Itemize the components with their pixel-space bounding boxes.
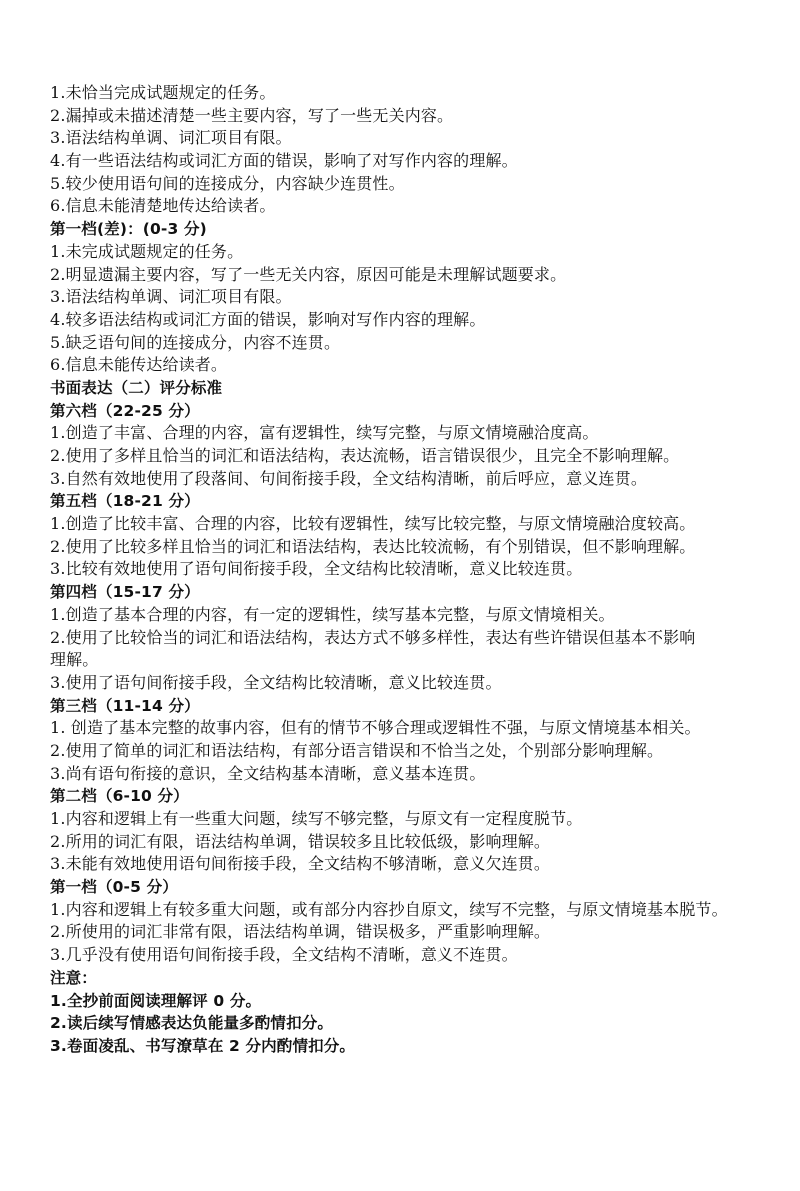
criteria-line: 4.较多语法结构或词汇方面的错误，影响对写作内容的理解。 <box>50 309 486 329</box>
criteria-line: 1.创造了丰富、合理的内容，富有逻辑性，续写完整，与原文情境融洽度高。 <box>50 423 599 443</box>
criteria-line: 3.使用了语句间衔接手段，全文结构比较清晰，意义比较连贯。 <box>50 672 502 692</box>
section-heading: 第一档(差)：(0-3 分) <box>50 220 207 239</box>
section-heading: 第一档（0-5 分） <box>50 878 178 897</box>
section-heading: 书面表达（二）评分标准 <box>50 378 223 397</box>
scoring-criteria-document <box>50 82 760 1058</box>
criteria-line: 1. 创造了基本完整的故事内容，但有的情节不够合理或逻辑性不强，与原文情境基本相关。 <box>50 718 701 738</box>
criteria-line: 2.使用了简单的词汇和语法结构，有部分语言错误和不恰当之处，个别部分影响理解。 <box>50 740 664 760</box>
section-heading: 第六档（22-25 分） <box>50 401 200 420</box>
criteria-line: 3.比较有效地使用了语句间衔接手段，全文结构比较清晰，意义比较连贯。 <box>50 559 583 579</box>
criteria-line: 1.内容和逻辑上有一些重大问题，续写不够完整，与原文有一定程度脱节。 <box>50 809 583 828</box>
criteria-line: 2.使用了多样且恰当的词汇和语法结构，表达流畅，语言错误很少，且完全不影响理解。 <box>50 446 680 465</box>
criteria-line: 2.使用了比较多样且恰当的词汇和语法结构，表达比较流畅，有个别错误，但不影响理解。 <box>50 536 696 556</box>
criteria-line: 5.缺乏语句间的连接成分，内容不连贯。 <box>50 332 341 352</box>
criteria-line: 1.内容和逻辑上有较多重大问题，或有部分内容抄自原文，续写不完整，与原文情境基本脱节。 <box>50 899 728 919</box>
section-heading: 3.卷面凌乱、书写潦草在 2 分内酌情扣分。 <box>50 1036 356 1055</box>
criteria-line: 3.语法结构单调、词汇项目有限。 <box>50 287 292 307</box>
criteria-line: 3.语法结构单调、词汇项目有限。 <box>50 128 292 148</box>
criteria-line: 3.尚有语句衔接的意识，全文结构基本清晰，意义基本连贯。 <box>50 763 486 783</box>
criteria-line: 1.创造了比较丰富、合理的内容，比较有逻辑性，续写比较完整，与原文情境融洽度较高。 <box>50 514 696 534</box>
criteria-line: 2.所用的词汇有限，语法结构单调，错误较多且比较低级，影响理解。 <box>50 831 551 851</box>
criteria-line: 1.创造了基本合理的内容，有一定的逻辑性，续写基本完整，与原文情境相关。 <box>50 604 615 624</box>
criteria-line: 2.使用了比较恰当的词汇和语法结构，表达方式不够多样性，表达有些许错误但基本不影响 <box>50 627 696 647</box>
criteria-line: 2.明显遗漏主要内容，写了一些无关内容，原因可能是未理解试题要求。 <box>50 264 567 284</box>
criteria-line: 6.信息未能传达给读者。 <box>50 355 228 375</box>
criteria-line: 1.未恰当完成试题规定的任务。 <box>50 83 276 102</box>
section-heading: 第三档（11-14 分） <box>50 696 200 715</box>
criteria-line: 5.较少使用语句间的连接成分，内容缺少连贯性。 <box>50 173 405 193</box>
criteria-line: 1.未完成试题规定的任务。 <box>50 241 244 261</box>
criteria-line: 2.漏掉或未描述清楚一些主要内容，写了一些无关内容。 <box>50 105 454 125</box>
criteria-line: 4.有一些语法结构或词汇方面的错误，影响了对写作内容的理解。 <box>50 151 518 171</box>
criteria-line: 理解。 <box>50 650 99 670</box>
section-heading: 第五档（18-21 分） <box>50 492 200 511</box>
section-heading: 第二档（6-10 分） <box>50 787 189 806</box>
section-heading: 第四档（15-17 分） <box>50 583 200 602</box>
criteria-line: 3.自然有效地使用了段落间、句间衔接手段，全文结构清晰，前后呼应，意义连贯。 <box>50 468 647 488</box>
section-heading: 2.读后续写情感表达负能量多酌情扣分。 <box>50 1014 334 1033</box>
criteria-line: 3.未能有效地使用语句间衔接手段，全文结构不够清晰，意义欠连贯。 <box>50 854 551 874</box>
section-heading: 注意： <box>50 968 97 987</box>
criteria-line: 6.信息未能清楚地传达给读者。 <box>50 196 276 216</box>
criteria-line: 3.几乎没有使用语句间衔接手段，全文结构不清晰，意义不连贯。 <box>50 945 518 965</box>
criteria-line: 2.所使用的词汇非常有限，语法结构单调，错误极多，严重影响理解。 <box>50 922 551 942</box>
section-heading: 1.全抄前面阅读理解评 0 分。 <box>50 991 262 1010</box>
